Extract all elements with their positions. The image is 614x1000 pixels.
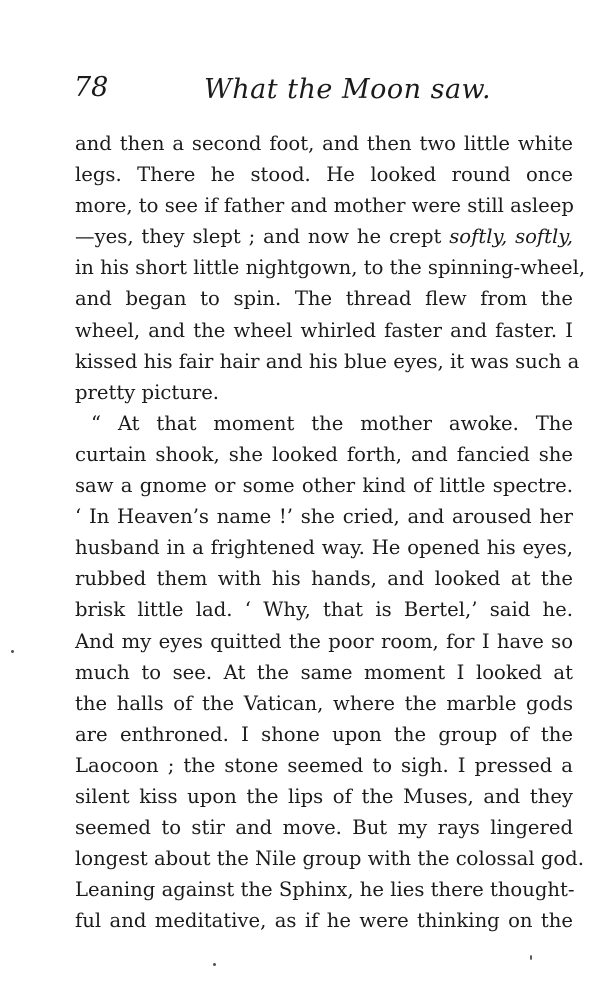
text-line: wheel, and the wheel whirled faster and faster. I [75,318,573,342]
text-line: curtain shook, she looked forth, and fancied she [75,442,573,466]
text-line: the halls of the Vatican, where the marble gods [75,691,573,715]
body-text [75,128,586,936]
text-line: brisk little lad. ‘ Why, that is Bertel,’ said he. [75,598,573,622]
text-line: rubbed them with his hands, and looked at the [75,567,573,591]
text-line: and began to spin. The thread flew from the [75,287,573,311]
text-line: ‘ In Heaven’s name !’ she cried, and aroused her [75,505,573,529]
text-line: And my eyes quitted the poor room, for I have so [75,629,573,653]
text-line-paragraph-start: “ At that moment the mother awoke. The [91,411,573,435]
text-line: Leaning against the Sphinx, he lies there thought- [75,878,575,902]
text-line: seemed to stir and move. But my rays lingered [75,816,573,840]
italic-phrase: softly, softly, [449,225,574,249]
text-line: more, to see if father and mother were still asleep [75,194,574,218]
ink-speck [530,955,532,960]
text-line: saw a gnome or some other kind of little spectre. [75,474,573,498]
text-line: husband in a frightened way. He opened his eyes, [75,536,573,560]
text-line: and then a second foot, and then two little white [75,132,573,155]
text-line: in his short little nightgown, to the spinning-wheel, [75,256,586,280]
text-line [75,221,573,252]
text-line: longest about the Nile group with the colossal god. [75,847,584,871]
text-line: much to see. At the same moment I looked at [75,660,573,684]
text-line: are enthroned. I shone upon the group of the [75,722,573,746]
ink-speck [11,650,14,653]
running-title: What the Moon saw. [204,74,492,105]
text-line: pretty picture. [75,380,220,404]
page-number: 78 [74,72,109,103]
text-line: legs. There he stood. He looked round once [75,163,573,187]
text-line: ful and meditative, as if he were thinking on the [75,909,573,933]
text-line: kissed his fair hair and his blue eyes, it was such a [75,349,580,373]
ink-speck [213,963,216,966]
text-line-start: —yes, they slept ; and now he crept [75,225,450,249]
text-line: Laocoon ; the stone seemed to sigh. I pressed a [75,753,573,777]
page-header [74,72,574,112]
text-line: silent kiss upon the lips of the Muses, and they [75,784,573,808]
